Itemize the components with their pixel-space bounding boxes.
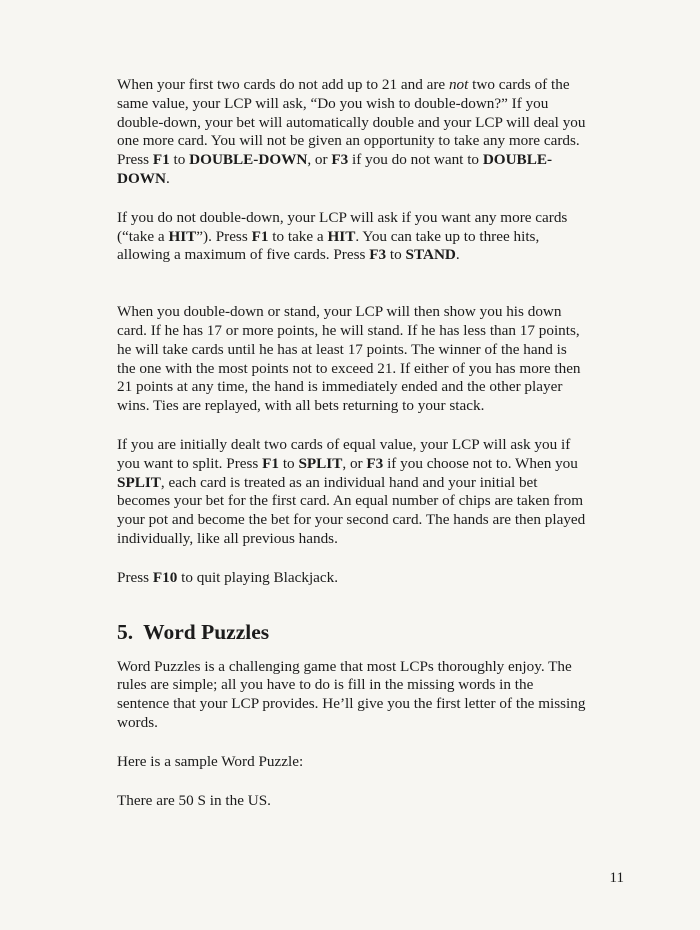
key-label: SPLIT: [117, 473, 161, 491]
key-label: F1: [152, 151, 170, 169]
text: Press: [117, 568, 153, 586]
text: to: [169, 151, 190, 169]
key-label: SPLIT: [298, 454, 343, 472]
text: ”). Press: [196, 227, 252, 245]
emphasis: not: [448, 76, 469, 93]
text: If you are initially dealt two cards of equal value, your LCP will ask you if you want to split. Press: [117, 435, 571, 472]
key-label: F3: [369, 246, 387, 264]
key-label: DOUBLE-DOWN: [189, 151, 308, 169]
page-number: 11: [609, 870, 624, 886]
text: .: [165, 169, 170, 187]
text: . You can take up to three hits, allowing a maximum of five cards. Press: [117, 227, 540, 264]
paragraph-word-puzzles-intro: Word Puzzles is a challenging game that most LCPs thoroughly enjoy. The rules are simple; all you have to do is fill in the missing words in the sentence that your LCP provides. He’ll give you the first letter of the missing words.: [117, 657, 586, 731]
key-label: F1: [251, 227, 269, 245]
section-title: Word Puzzles: [143, 619, 270, 644]
text: , or: [307, 151, 332, 169]
text: two cards of the same value, your LCP will ask, “Do you wish to double-down?” If you double-down, your bet will automatically double and your LCP will deal you one more card. You will not be given an opportunity to take any more cards. Press: [117, 76, 586, 169]
key-label: F3: [331, 151, 349, 169]
text: , or: [342, 454, 367, 472]
page-body: [117, 76, 587, 830]
paragraph-double-down: [117, 76, 587, 189]
paragraph-sample-intro: Here is a sample Word Puzzle:: [117, 752, 304, 770]
text: If you do not double-down, your LCP will ask if you want any more cards (“take a: [117, 208, 568, 245]
text: if you do not want to: [348, 151, 483, 169]
key-label: DOUBLE-DOWN: [117, 151, 553, 187]
text: to take a: [268, 227, 328, 245]
text: When your first two cards do not add up to 21 and are: [117, 76, 449, 93]
paragraph-quit: [117, 569, 587, 588]
key-label: F10: [152, 568, 178, 586]
text: , each card is treated as an individual hand and your initial bet becomes your bet for the first card. An equal number of chips are taken from your pot and become the bet for your second card. The hands are then played individually, like all previous hands.: [117, 473, 586, 547]
paragraph-sample-puzzle: There are 50 S in the US.: [117, 791, 271, 809]
text: to: [279, 454, 299, 472]
text: .: [455, 246, 460, 264]
paragraph-hit: [117, 209, 587, 265]
text: if you choose not to. When you: [383, 454, 578, 472]
section-heading: [117, 619, 587, 645]
section-number: 5.: [117, 619, 134, 644]
text: to quit playing Blackjack.: [177, 568, 339, 586]
key-label: F1: [262, 454, 280, 472]
key-label: F3: [366, 454, 384, 472]
paragraph-stand: When you double-down or stand, your LCP will then show you his down card. If he has 17 or more points, he will stand. If he has less than 17 points, he will take cards until he has at least 17 points. The winner of the hand is the one with the most points not to exceed 21. If either of you has more then 21 points at any time, the hand is immediately ended and the other player wins. Ties are replayed, with all bets returning to your stack.: [117, 303, 581, 415]
text: to: [386, 246, 406, 264]
key-label: STAND: [405, 246, 456, 264]
paragraph-split: [117, 436, 587, 549]
key-label: HIT: [168, 227, 197, 245]
key-label: HIT: [327, 227, 356, 245]
